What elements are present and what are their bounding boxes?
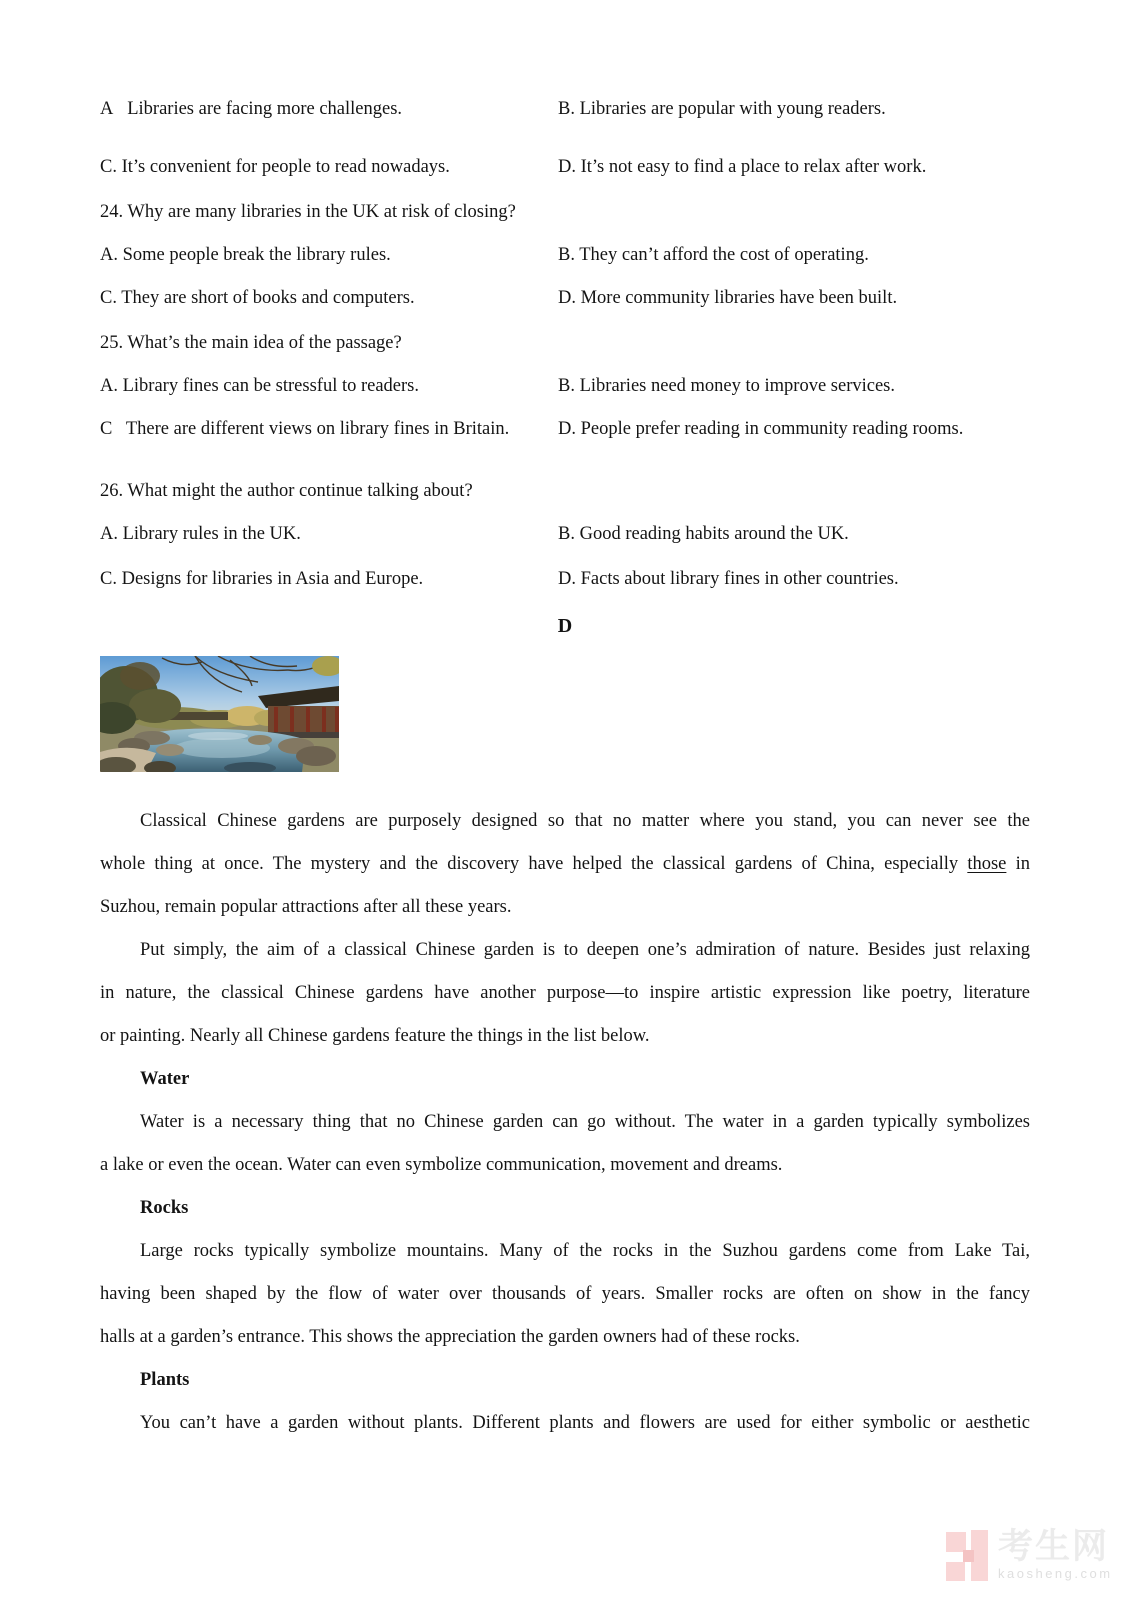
question-25-stem: 25. What’s the main idea of the passage? — [100, 333, 402, 353]
option-25-a: A. Library fines can be stressful to readers. — [100, 376, 420, 396]
question-26-stem: 26. What might the author continue talking about? — [100, 481, 473, 501]
option-24-b: B. They can’t afford the cost of operating. — [558, 245, 869, 265]
garden-photo — [100, 656, 339, 772]
watermark-text — [998, 1527, 1113, 1581]
subheading-plants: Plants — [140, 1370, 190, 1390]
option-row — [100, 88, 1030, 131]
passage-line: halls at a garden’s entrance. This shows the appreciation the garden owners had of these rocks. — [100, 1327, 800, 1347]
option-row — [100, 277, 1030, 320]
passage-line: Put simply, the aim of a classical Chinese garden is to deepen one’s admiration of nature. Besides just relaxing — [140, 940, 1030, 960]
option-25-c: C There are different views on library fines in Britain. — [100, 419, 510, 439]
option-24-a: A. Some people break the library rules. — [100, 245, 391, 265]
option-26-c: C. Designs for libraries in Asia and Europe. — [100, 569, 424, 589]
option-23-c: C. It’s convenient for people to read nowadays. — [100, 157, 450, 177]
brand-name-cn: 考生网 — [998, 1527, 1110, 1566]
option-23-a: A Libraries are facing more challenges. — [100, 99, 403, 119]
passage-line — [100, 843, 1030, 886]
option-25-b: B. Libraries need money to improve services. — [558, 376, 896, 396]
option-23-d: D. It’s not easy to find a place to relax after work. — [558, 157, 927, 177]
option-row — [100, 513, 1030, 556]
option-25-d: D. People prefer reading in community reading rooms. — [558, 419, 964, 439]
option-row — [100, 146, 1030, 189]
option-26-a: A. Library rules in the UK. — [100, 524, 301, 544]
passage-line: Large rocks typically symbolize mountains. Many of the rocks in the Suzhou gardens come from Lake Tai, — [140, 1241, 1030, 1261]
passage-line: Water is a necessary thing that no Chinese garden can go without. The water in a garden typically symbolizes — [140, 1112, 1030, 1132]
option-24-d: D. More community libraries have been built. — [558, 288, 898, 308]
option-row — [100, 234, 1030, 277]
subheading-rocks: Rocks — [140, 1198, 189, 1218]
kaosheng-watermark — [946, 1527, 1113, 1582]
passage-line: or painting. Nearly all Chinese gardens feature the things in the list below. — [100, 1026, 650, 1046]
kaosheng-logo-icon — [946, 1530, 990, 1582]
document-content — [100, 0, 1030, 1445]
option-23-b: B. Libraries are popular with young readers. — [558, 99, 886, 119]
passage-line: in nature, the classical Chinese gardens have another purpose—to inspire artistic expression like poetry, literature — [100, 983, 1030, 1003]
underlined-word: those — [967, 854, 1007, 874]
passage-line: a lake or even the ocean. Water can even symbolize communication, movement and dreams. — [100, 1155, 783, 1175]
option-26-b: B. Good reading habits around the UK. — [558, 524, 849, 544]
passage-line: You can’t have a garden without plants. Different plants and flowers are used for either symbolic or aesthetic — [140, 1413, 1030, 1433]
option-row — [100, 408, 1030, 451]
passage-text: whole thing at once. The mystery and the discovery have helped the classical gardens of China, especially — [100, 854, 968, 874]
brand-domain: kaosheng.com — [998, 1566, 1113, 1581]
question-24-stem: 24. Why are many libraries in the UK at risk of closing? — [100, 202, 516, 222]
option-row — [100, 365, 1030, 408]
subheading-water: Water — [140, 1069, 190, 1089]
option-row — [100, 558, 1030, 601]
passage-line: Suzhou, remain popular attractions after all these years. — [100, 897, 512, 917]
option-24-c: C. They are short of books and computers. — [100, 288, 415, 308]
passage-line: having been shaped by the flow of water over thousands of years. Smaller rocks are often on show in the fancy — [100, 1284, 1030, 1304]
option-26-d: D. Facts about library fines in other countries. — [558, 569, 899, 589]
passage-text: in — [1006, 854, 1030, 874]
passage-line: Classical Chinese gardens are purposely designed so that no matter where you stand, you can never see the — [140, 811, 1030, 831]
passage-section-label: D — [557, 615, 573, 637]
